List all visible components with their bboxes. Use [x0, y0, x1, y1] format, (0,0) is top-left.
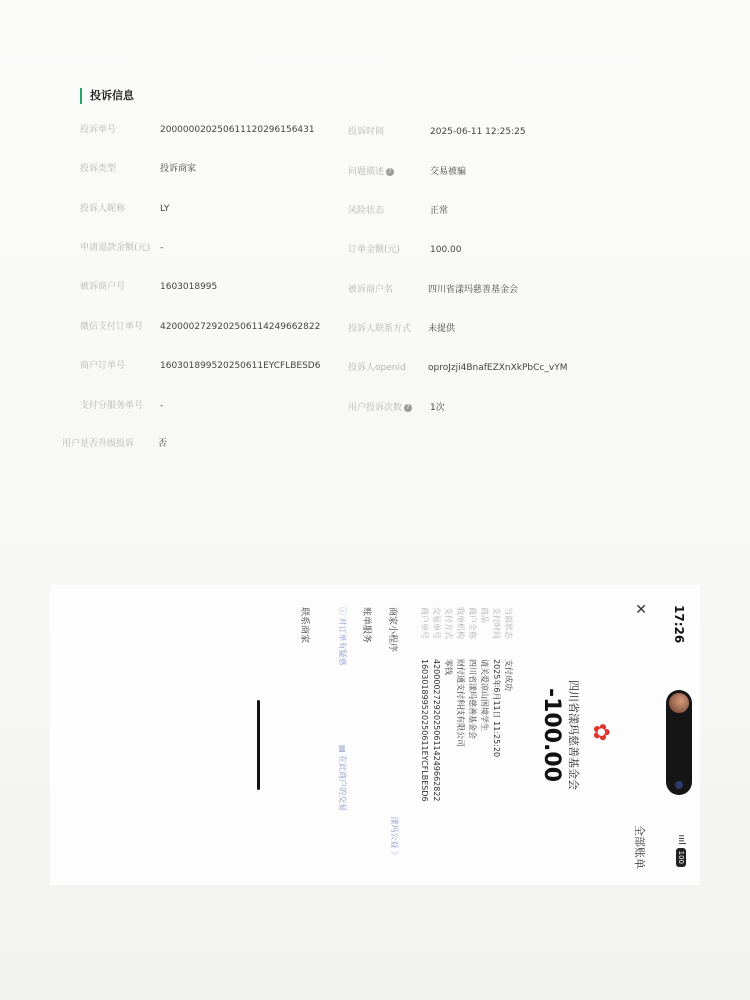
- order-doubt-button[interactable]: ⓘ 对订单有疑惑: [338, 607, 347, 666]
- detail-value: 2025年6月11日 11:25:20: [492, 659, 501, 758]
- home-indicator: [257, 700, 260, 790]
- label-complainant-nickname: 投诉人昵称: [80, 204, 126, 214]
- signal-icon: ıııl: [676, 834, 686, 845]
- label-refund-amount: 申请退款金额(元): [80, 243, 151, 253]
- value-complainant-nickname: LY: [160, 204, 170, 214]
- contact-merchant-button[interactable]: 联系商家: [299, 607, 309, 644]
- activity-dot-icon: [675, 781, 683, 789]
- label-openid: 投诉人openid: [348, 363, 406, 373]
- merchant-trades-button[interactable]: ▤ 在此商户的交易: [338, 745, 347, 812]
- detail-value: 财付通支付科技有限公司: [456, 659, 465, 747]
- detail-value: 16030189952025061​1EYCFLBESD6: [420, 659, 429, 802]
- detail-label: 当前状态: [504, 607, 513, 639]
- label-complaint-count-text: 用户投诉次数: [348, 403, 403, 413]
- detail-row: [478, 607, 490, 731]
- detail-label: 商品: [480, 607, 489, 623]
- all-bills-link[interactable]: 全部账单: [633, 825, 646, 869]
- label-order-amount: 订单金额(元): [348, 245, 401, 255]
- label-contact-method: 投诉人联系方式: [348, 324, 412, 334]
- detail-label: 支付时间: [492, 607, 501, 639]
- dynamic-island: [666, 690, 692, 795]
- label-payscore-order-no: 支付分服务单号: [80, 401, 144, 411]
- detail-value: 4200002729202506114249662822: [432, 659, 441, 802]
- label-problem-desc-text: 问题描述: [348, 167, 385, 177]
- label-complaint-type: 投诉类型: [80, 164, 117, 174]
- detail-row: [466, 607, 478, 739]
- value-order-amount: 100.00: [430, 245, 462, 255]
- detail-row: [490, 607, 502, 757]
- status-indicators: [676, 835, 686, 867]
- detail-row: [430, 607, 442, 802]
- section-title: 投诉信息: [80, 88, 134, 104]
- mini-program-link[interactable]: 漾玛公益 〉: [390, 816, 399, 859]
- label-complaint-count: [348, 402, 412, 414]
- detail-row: [454, 607, 466, 747]
- label-wechat-order-no: 微信支付订单号: [80, 322, 144, 332]
- label-risk-status: 风险状态: [348, 206, 385, 216]
- label-upgraded-complaint: 用户是否升级投诉: [62, 439, 135, 449]
- detail-label: 商户单号: [420, 607, 429, 639]
- detail-value: 支付成功: [504, 659, 513, 691]
- value-complaint-time: 2025-06-11 12:25:25: [430, 127, 526, 137]
- value-risk-status: 正常: [430, 206, 449, 216]
- status-time: 17:26: [672, 605, 686, 644]
- value-upgraded-complaint: 否: [158, 439, 168, 449]
- mini-program-label: 商家小程序: [387, 607, 397, 653]
- close-icon[interactable]: ✕: [632, 603, 648, 615]
- bill-service-label: 账单服务: [361, 607, 371, 644]
- help-icon: ?: [404, 404, 412, 412]
- detail-value: 请关爱凉山困境学生: [480, 659, 489, 731]
- label-complaint-no: 投诉单号: [80, 125, 117, 135]
- merchant-logo-icon: ✿: [588, 723, 613, 742]
- value-complaint-no: 200000020250611120296156431: [160, 125, 315, 135]
- value-merchant-no: 1603018995: [160, 282, 218, 292]
- value-complaint-count: 1次: [430, 403, 445, 413]
- avatar: [669, 693, 689, 713]
- value-contact-method: 未提供: [428, 324, 456, 334]
- value-merchant-name: 四川省漾玛慈善基金会: [428, 285, 519, 295]
- label-complaint-time: 投诉时间: [348, 127, 385, 137]
- merchant-trades-label: 在此商户的交易: [338, 755, 347, 812]
- detail-label: 支付方式: [444, 607, 453, 639]
- detail-label: 商户全称: [468, 607, 477, 639]
- complaint-info-section: [0, 0, 750, 470]
- value-openid: oproJzji4BnafEZXnXkPbCc_vYM: [428, 363, 568, 373]
- order-doubt-label: 对订单有疑惑: [338, 617, 347, 666]
- label-merchant-order-no: 商户订单号: [80, 361, 126, 371]
- help-icon: ?: [386, 168, 394, 176]
- detail-value: 零钱: [444, 659, 453, 675]
- value-wechat-order-no: 4200002729202506114249662822: [160, 322, 321, 332]
- label-merchant-name: 被诉商户名: [348, 285, 394, 295]
- value-merchant-order-no: 16030189952025061​1EYCFLBESD6: [160, 361, 321, 371]
- value-refund-amount: -: [160, 243, 164, 253]
- detail-value: 四川省漾玛慈善基金会: [468, 659, 477, 739]
- label-merchant-no: 被诉商户号: [80, 282, 126, 292]
- value-payscore-order-no: -: [160, 401, 164, 411]
- detail-row: [442, 607, 454, 675]
- payment-screenshot-area: [50, 585, 700, 885]
- detail-row: [502, 607, 514, 691]
- label-problem-desc: [348, 166, 394, 178]
- value-complaint-type: 投诉商家: [160, 164, 197, 174]
- value-problem-desc: 交易被骗: [430, 167, 467, 177]
- detail-label: 交易单号: [432, 607, 441, 639]
- payment-amount: -100.00: [539, 687, 564, 783]
- payment-receipt-phone: [50, 585, 700, 885]
- battery-icon: 100: [676, 848, 686, 867]
- detail-row: [418, 607, 430, 802]
- detail-label: 收单机构: [456, 607, 465, 639]
- merchant-name: 四川省漾玛慈善基金会: [567, 680, 580, 790]
